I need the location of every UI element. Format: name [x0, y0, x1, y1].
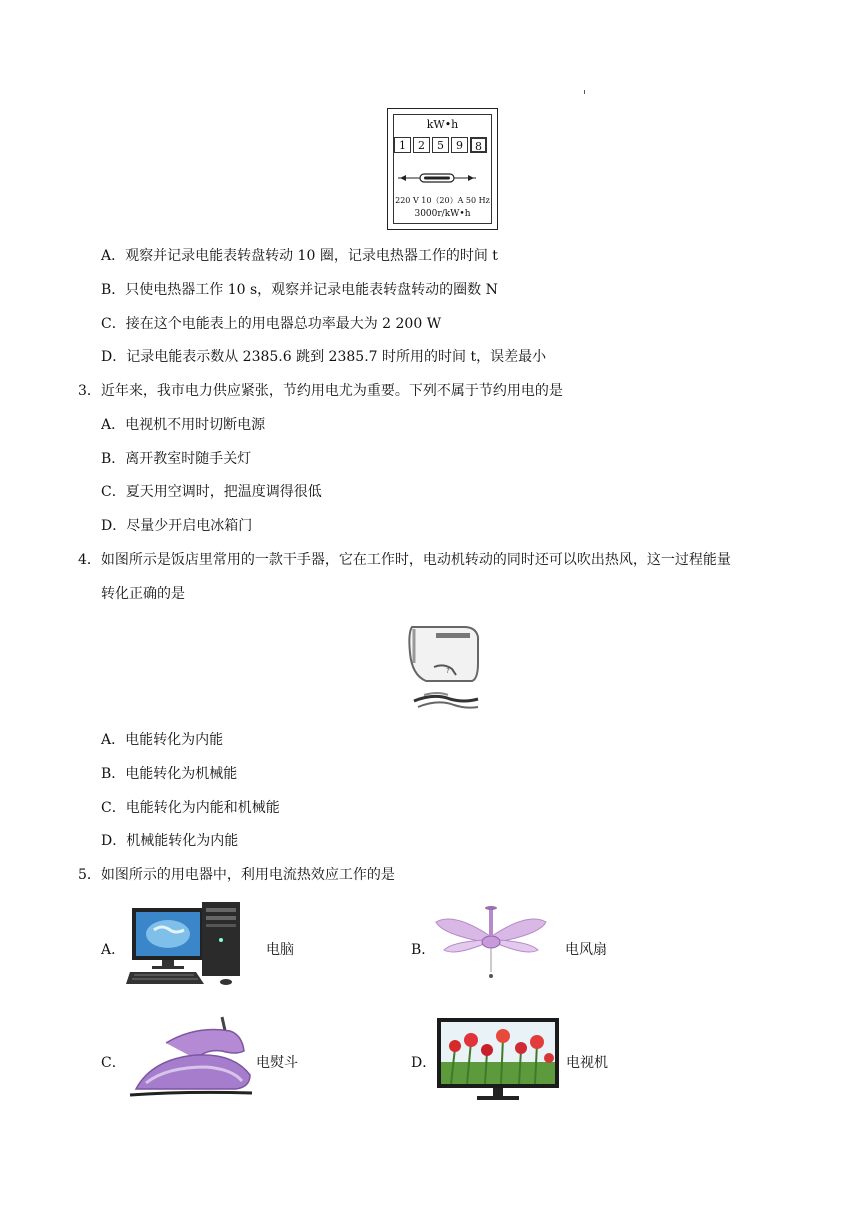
q4-option-c: C．电能转化为内能和机械能 — [101, 800, 280, 816]
electric-meter-figure — [387, 108, 498, 230]
q5-choice-a-name: 电脑 — [266, 942, 294, 958]
q5-choice-c-name: 电熨斗 — [256, 1055, 298, 1071]
q2-option-b: B．只使电热器工作 10 s，观察并记录电能表转盘转动的圈数 N — [101, 282, 498, 298]
q3-option-a: A．电视机不用时切断电源 — [101, 417, 266, 433]
ceiling-fan-icon — [434, 906, 548, 980]
q5-choice-a-letter: A． — [101, 942, 126, 958]
meter-digit: 2 — [413, 137, 430, 153]
q4-option-b: B．电能转化为机械能 — [101, 766, 238, 782]
meter-digit: 9 — [451, 137, 468, 153]
meter-unit: kW•h — [426, 118, 459, 131]
television-icon — [437, 1018, 559, 1102]
meter-spec: 220 V 10（20）A 50 Hz — [395, 196, 490, 205]
q5-choice-b-letter: B． — [411, 942, 436, 958]
q2-option-d: D．记录电能表示数从 2385.6 跳到 2385.7 时所用的时间 t，误差最小 — [101, 349, 547, 365]
hand-dryer-icon — [404, 623, 482, 715]
svg-text:?: ? — [446, 667, 450, 675]
q5-choice-c-letter: C． — [101, 1055, 126, 1071]
computer-icon — [126, 900, 244, 988]
meter-digit-decimal: 8 — [470, 137, 487, 153]
q3-option-b: B．离开教室时随手关灯 — [101, 451, 252, 467]
q5-choice-d-name: 电视机 — [566, 1055, 608, 1071]
q2-option-c: C．接在这个电能表上的用电器总功率最大为 2 200 W — [101, 316, 442, 332]
q3-stem: 3．近年来，我市电力供应紧张，节约用电尤为重要。下列不属于节约用电的是 — [78, 383, 563, 399]
q4-stem-line1: 4．如图所示是饭店里常用的一款干手器，它在工作时，电动机转动的同时还可以吹出热风，这一过程能量 — [78, 552, 731, 568]
meter-disk-icon — [398, 173, 476, 183]
q4-stem-line2: 转化正确的是 — [101, 586, 185, 602]
meter-revolutions: 3000r/kW•h — [414, 209, 471, 219]
q5-choice-b-name: 电风扇 — [565, 942, 607, 958]
meter-digit: 1 — [394, 137, 411, 153]
q3-option-c: C．夏天用空调时，把温度调得很低 — [101, 484, 322, 500]
electric-iron-icon — [126, 1015, 256, 1101]
q5-stem: 5．如图所示的用电器中，利用电流热效应工作的是 — [78, 867, 395, 883]
q4-option-a: A．电能转化为内能 — [101, 732, 224, 748]
q4-option-d: D．机械能转化为内能 — [101, 833, 239, 849]
q2-option-a: A．观察并记录电能表转盘转动 10 圈，记录电热器工作的时间 t — [101, 248, 498, 264]
page-mark — [584, 90, 585, 94]
meter-digits — [394, 137, 489, 153]
q3-option-d: D．尽量少开启电冰箱门 — [101, 518, 253, 534]
meter-digit: 5 — [432, 137, 449, 153]
q5-choice-d-letter: D． — [411, 1055, 437, 1071]
